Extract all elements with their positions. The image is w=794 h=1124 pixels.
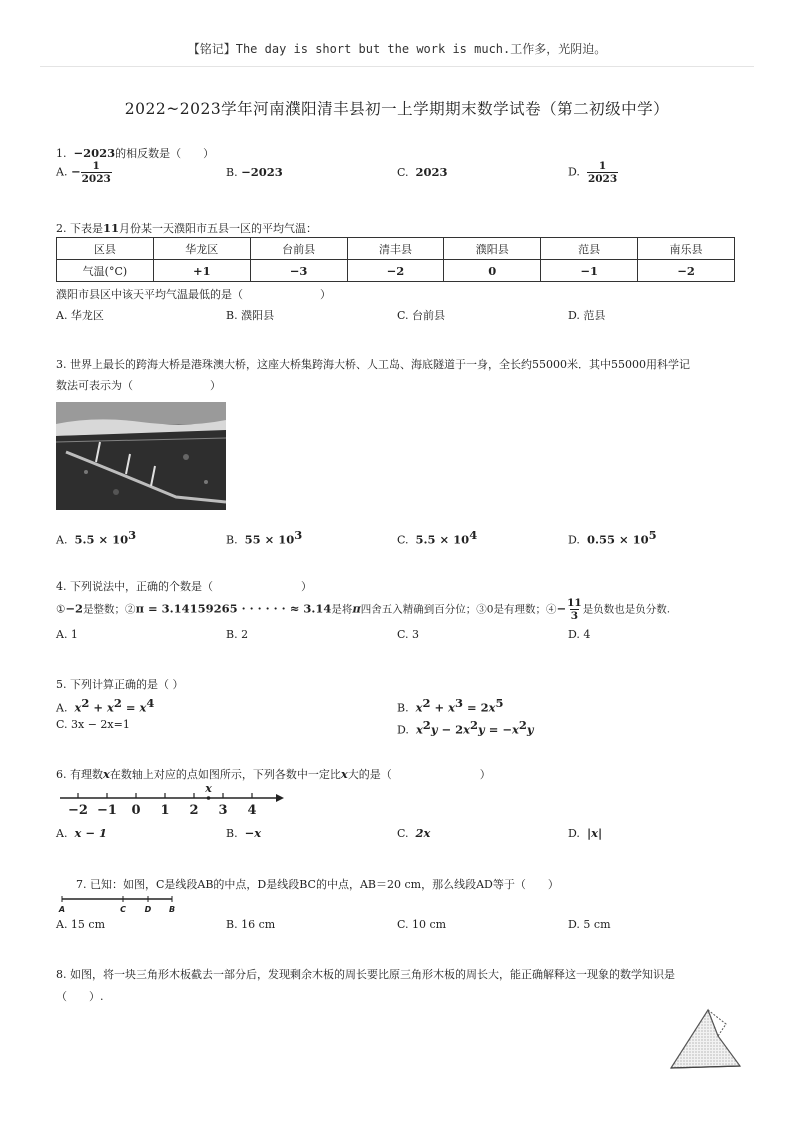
number-line-tick-label: −1 [97, 803, 117, 818]
question-2-stem: 2. 下表是11月份某一天濮阳市五县一区的平均气温： [56, 221, 318, 235]
q3-option-c[interactable]: C. $5.5 \times 10^4$ [397, 528, 478, 547]
table-cell: −2 [347, 260, 444, 282]
q5-option-a[interactable]: A. $x^2 + x^2 = x^4$ [56, 696, 155, 715]
table-header-cell: 南乐县 [638, 238, 735, 260]
question-number: 1. [56, 147, 67, 160]
question-8-line-1: 8. 如图，将一块三角形木板截去一部分后，发现剩余木板的周长要比原三角形木板的周长大，能正确解释这一现象的数学知识是 [56, 968, 675, 981]
q1-option-d[interactable]: D. $\frac{1}{2023}$ [568, 160, 618, 185]
question-8-line-2: （ ）. [56, 990, 104, 1003]
bridge-photo [56, 402, 226, 510]
header-divider [40, 66, 754, 67]
question-4-statements: ①−2是整数；②π = 3.14159265 · · · · · · ≈ 3.14是将π四舍五入精确到百分位；③0是有理数；④− $\frac{11}{3}$ 是负数也是负分数. [56, 597, 671, 622]
question-6-stem: 6. 有理数x在数轴上对应的点如图所示，下列各数中一定比x大的是（ ） [56, 767, 491, 781]
table-header-cell: 区县 [57, 238, 154, 260]
segment-point-label: C [120, 905, 126, 914]
q1-option-a[interactable]: A. − $\frac{1}{2023}$ [56, 160, 111, 185]
segment-point-label: B [168, 905, 176, 914]
q3-option-d[interactable]: D. $0.55 \times 10^5$ [568, 528, 657, 547]
q4-option-a[interactable]: A. 1 [56, 628, 78, 641]
number-line-tick-label: 0 [131, 803, 141, 818]
number-line-arrow [276, 794, 284, 802]
stem-text: 的相反数是（ ） [115, 147, 215, 160]
q6-option-a[interactable]: A. x − 1 [56, 826, 107, 840]
segment-point-label: D [144, 905, 152, 914]
table-cell: −3 [250, 260, 347, 282]
number-line-tick-label: 2 [189, 803, 199, 818]
q6-option-b[interactable]: B. −x [226, 826, 262, 840]
q6-option-c[interactable]: C. 2x [397, 826, 431, 840]
table-header-cell: 濮阳县 [444, 238, 541, 260]
fraction: $\frac{1}{2023}$ [587, 160, 618, 185]
table-header-cell: 华龙区 [153, 238, 250, 260]
q2-option-c[interactable]: C. 台前县 [397, 309, 446, 322]
triangle-board-diagram [668, 1006, 744, 1072]
q1-option-b[interactable]: B. −2023 [226, 165, 283, 179]
question-7-stem: 7. 已知：如图，C是线段AB的中点，D是线段BC的中点，AB＝20 cm，那么线段AD等于（ ） [76, 878, 559, 891]
point-x-marker [207, 796, 211, 800]
bridge-photo-image [56, 402, 226, 510]
exam-title: 2022~2023学年河南濮阳清丰县初一上学期期末数学试卷（第二初级中学） [124, 100, 670, 118]
q6-option-d[interactable]: D. |x| [568, 826, 603, 840]
remaining-board [671, 1010, 740, 1068]
table-row-label: 气温(°C) [57, 260, 154, 282]
q5-option-b[interactable]: B. $x^2 + x^3 = 2x^5$ [397, 696, 504, 715]
q7-option-c[interactable]: C. 10 cm [397, 918, 447, 931]
table-header-cell: 范县 [541, 238, 638, 260]
table-cell: −1 [541, 260, 638, 282]
q2-option-a[interactable]: A. 华龙区 [56, 309, 104, 322]
temperature-table [56, 237, 735, 282]
fraction: $\frac{1}{2023}$ [81, 160, 111, 185]
q3-option-a[interactable]: A. $5.5 \times 10^3$ [56, 528, 137, 547]
question-4-stem: 4. 下列说法中，正确的个数是（ ） [56, 580, 312, 593]
table-header-cell: 清丰县 [347, 238, 444, 260]
q5-option-c[interactable]: C. 3x − 2x=1 [56, 718, 130, 731]
q7-option-b[interactable]: B. 16 cm [226, 918, 276, 931]
number-line-tick-label: 4 [247, 803, 257, 818]
table-row [57, 260, 735, 282]
question-2-follow: 濮阳市县区中该天平均气温最低的是（ ） [56, 288, 331, 301]
q7-option-d[interactable]: D. 5 cm [568, 918, 611, 931]
q2-option-b[interactable]: B. 濮阳县 [226, 309, 275, 322]
q4-option-d[interactable]: D. 4 [568, 628, 591, 641]
q5-option-d[interactable]: D. $x^2y - 2x^2y = -x^2y$ [397, 718, 534, 737]
number-line-tick-label: 1 [160, 803, 170, 818]
q7-option-a[interactable]: A. 15 cm [56, 918, 106, 931]
number-line-tick-label: −2 [68, 803, 88, 818]
table-cell: 0 [444, 260, 541, 282]
q1-option-c[interactable]: C. 2023 [397, 165, 448, 179]
table-header-row [57, 238, 735, 260]
segment-diagram [58, 893, 178, 915]
segment-point-label: A [58, 905, 66, 914]
motto-header: 【铭记】The day is short but the work is much.工作多，光阴迫。 [187, 42, 607, 56]
q4-option-b[interactable]: B. 2 [226, 628, 249, 641]
q2-option-d[interactable]: D. 范县 [568, 309, 606, 322]
fraction: $\frac{11}{3}$ [567, 597, 582, 622]
question-3-line-1: 3. 世界上最长的跨海大桥是港珠澳大桥，这座大桥集跨海大桥、人工岛、海底隧道于一身，全长约55000米．其中55000用科学记 [56, 358, 690, 371]
table-cell: +1 [153, 260, 250, 282]
question-1-stem [56, 145, 214, 161]
table-header-cell: 台前县 [250, 238, 347, 260]
point-x-label: x [205, 782, 212, 795]
question-3-line-2: 数法可表示为（ ） [56, 379, 221, 392]
q4-option-c[interactable]: C. 3 [397, 628, 420, 641]
number-line-tick-label: 3 [218, 803, 228, 818]
question-5-stem: 5. 下列计算正确的是（ ） [56, 678, 184, 691]
q3-option-b[interactable]: B. $55 \times 10^3$ [226, 528, 303, 547]
table-cell: −2 [638, 260, 735, 282]
math-value: −2023 [73, 146, 116, 160]
number-line [56, 782, 286, 820]
